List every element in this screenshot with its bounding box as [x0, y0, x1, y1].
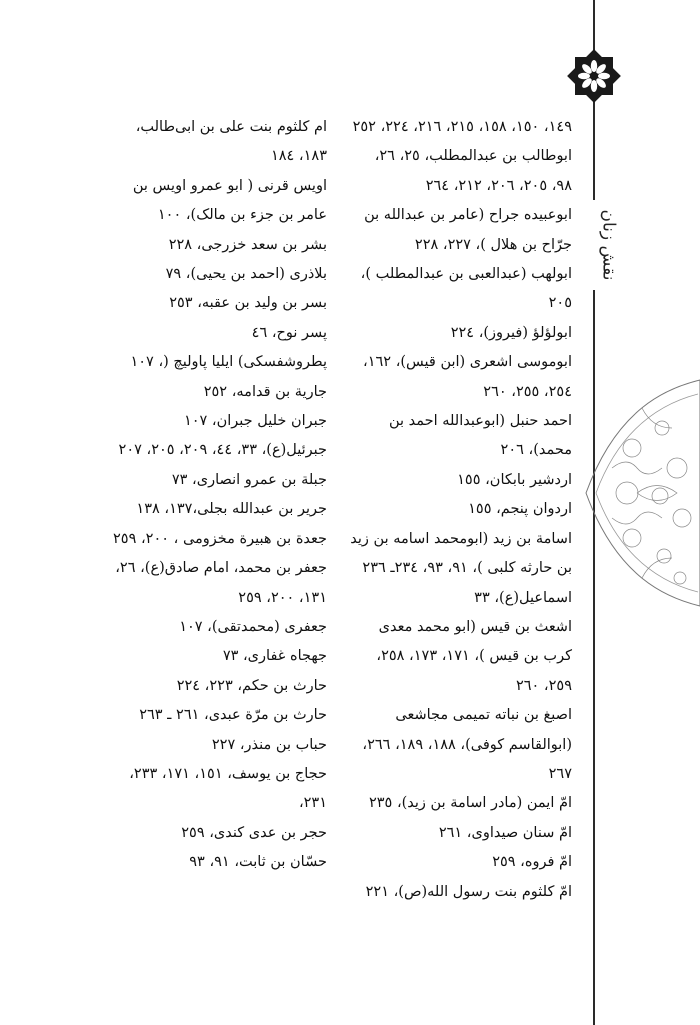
- index-entry: ابوطالب بن عبدالمطلب، ٢٥، ٢٦، ٩٨، ٢٠٥، ٢٠٦، ٢١٢، ٢٦٤: [374, 148, 572, 194]
- running-title: نقش زنان: [591, 200, 625, 290]
- index-entry: جبران خلیل جبران، ١٠٧: [183, 413, 327, 430]
- index-column-left: [105, 113, 327, 878]
- index-entry: حجر بن عدی کندی، ٢٥٩: [181, 824, 327, 841]
- index-entry: اردشیر بابکان، ١٥٥: [457, 471, 572, 488]
- index-entry: جهجاه غفاری، ٧٣: [222, 648, 327, 665]
- index-entry: حباب بن منذر، ٢٢٧: [211, 736, 327, 753]
- index-entry: جبرئیل(ع)، ٣٣، ٤٤، ٢٠٩، ٢٠٥، ٢٠٧: [118, 442, 327, 459]
- index-entry: پطروشفسکی) ایلیا پاولیچ (، ١٠٧: [130, 354, 327, 371]
- index-entry: امّ فروه، ٢٥٩: [492, 854, 572, 871]
- index-entry: حسّان بن ثابت، ٩١، ٩٣: [189, 854, 327, 871]
- index-entry: اسامة بن زید (ابومحمد اسامه بن زید بن حارثه کلبی )، ٩١، ٩٣، ٢٣٤ـ ٢٣٦: [350, 530, 572, 577]
- index-entry: بشر بن سعد خزرجی، ٢٢٨: [168, 236, 327, 253]
- index-entry: جبلة بن عمرو انصاری، ٧٣: [171, 471, 327, 488]
- index-entry: ابولهب (عبدالعبی بن عبدالمطلب )، ٢٠٥: [360, 266, 572, 312]
- index-entry: ابولؤلؤ (فیروز)، ٢٢٤: [450, 324, 572, 341]
- index-entry: اویس قرنی ( ابو عمرو اویس بن عامر بن جزء بن مالک)، ١٠٠: [132, 177, 327, 224]
- index-entry: امّ سنان صیداوی، ٢٦١: [438, 824, 572, 841]
- index-entry: اسماعیل(ع)، ٣٣: [474, 589, 572, 606]
- index-entry: پسر نوح، ٤٦: [251, 324, 327, 341]
- index-entry: اشعث بن قیس (ابو محمد معدی کرب بن قیس )، ١٧١، ١٧٣، ٢٥٨، ٢٥٩، ٢٦٠: [376, 618, 572, 694]
- index-entry: حجاج بن یوسف، ١٥١، ١٧١، ٢٣٣، ٢٣١،: [129, 765, 327, 812]
- index-entry: ابوموسی اشعری (ابن قیس)، ١٦٢، ٢٥٤، ٢٥٥، ٢٦٠: [363, 354, 572, 400]
- star-medallion-icon: [566, 48, 622, 104]
- index-entry: بلاذری (احمد بن یحیی)، ٧٩: [165, 266, 327, 283]
- index-entry: ١٤٩، ١٥٠، ١٥٨، ٢١٥، ٢١٦، ٢٢٤، ٢٥٢: [352, 119, 572, 135]
- index-entry: اردوان پنجم، ١٥٥: [468, 501, 572, 518]
- index-entry: جعدة بن هبیرة مخزومی ، ٢٠٠، ٢٥٩: [113, 530, 327, 547]
- index-entry: جریر بن عبدالله بجلی،١٣٧، ١٣٨: [136, 501, 327, 518]
- index-entry: اصبغ بن نباته تمیمی مجاشعی (ابوالقاسم کوفی)، ١٨٨، ١٨٩، ٢٦٦، ٢٦٧: [362, 707, 572, 782]
- index-entry: امّ ایمن (مادر اسامة بن زید)، ٢٣٥: [368, 795, 572, 812]
- index-entry: جعفری (محمدتقی)، ١٠٧: [179, 618, 327, 635]
- index-entry: حارث بن حکم، ٢٢٣، ٢٢٤: [176, 677, 327, 694]
- index-entry: امّ کلثوم بنت رسول الله(ص)، ٢٢١: [365, 883, 572, 900]
- index-entry: احمد حنبل (ابوعبدالله احمد بن محمد)، ٢٠٦: [388, 413, 572, 459]
- index-entry: جاریة بن قدامه، ٢٥٢: [203, 383, 327, 400]
- floral-ornament-icon: [582, 378, 700, 608]
- index-entry: ابوعبیده جراح (عامر بن عبدالله بن جرّاح بن هلال )، ٢٢٧، ٢٢٨: [364, 207, 572, 253]
- index-entry: حارث بن مرّة عبدی، ٢٦١ ـ ٢٦٣: [139, 707, 327, 724]
- index-entry: ام کلثوم بنت علی بن ابی‌طالب، ١٨٣، ١٨٤: [135, 119, 327, 165]
- index-entry: جعفر بن محمد، امام صادق(ع)، ٢٦، ١٣١، ٢٠٠، ٢٥٩: [115, 560, 327, 606]
- index-entry: بسر بن ولید بن عقبه، ٢٥٣: [169, 295, 327, 312]
- index-column-right: [350, 113, 572, 907]
